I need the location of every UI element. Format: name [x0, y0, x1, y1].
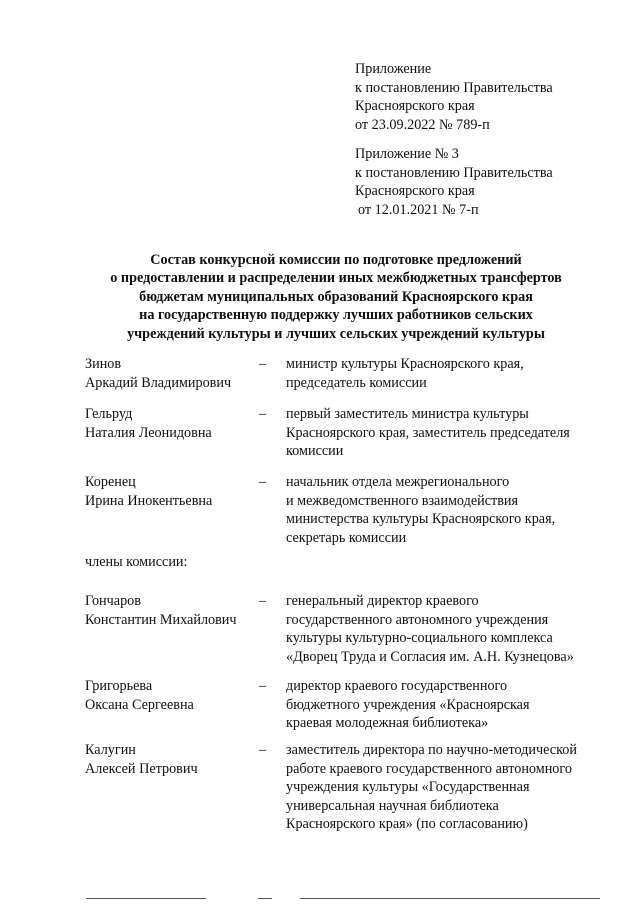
member-given-names: Ирина Инокентьевна: [85, 492, 213, 509]
scan-mark: [300, 898, 600, 899]
annex-line: Приложение: [355, 61, 432, 77]
member-name: [85, 741, 260, 778]
title-line: о предоставлении и распределении иных межбюджетных трансфертов: [110, 270, 562, 287]
role-line: и межведомственного взаимодействия: [286, 492, 519, 509]
dash-separator: –: [259, 356, 267, 372]
role-line: комиссии: [286, 443, 344, 460]
annex-line: к постановлению Правительства: [355, 164, 553, 181]
annex-header-current: [355, 60, 553, 134]
scan-mark: [86, 898, 206, 899]
member-role: [286, 473, 616, 547]
role-line: министр культуры Красноярского края,: [286, 356, 524, 372]
document-title: [60, 251, 612, 343]
title-line: учреждений культуры и лучших сельских учреждений культуры: [127, 325, 545, 342]
role-line: «Дворец Труда и Согласия им. А.Н. Кузнецова»: [286, 648, 574, 665]
title-line: Состав конкурсной комиссии по подготовке предложений: [150, 252, 522, 268]
member-role: [286, 677, 616, 733]
title-line: на государственную поддержку лучших работников сельских: [139, 307, 533, 324]
scan-mark: [258, 898, 272, 899]
member-given-names: Константин Михайлович: [85, 611, 237, 628]
member-name: [85, 355, 260, 392]
member-surname: Григорьева: [85, 678, 153, 694]
role-line: культуры культурно-социального комплекса: [286, 630, 553, 647]
annex-line: Приложение № 3: [355, 146, 459, 162]
role-line: Красноярского края, заместитель председателя: [286, 424, 570, 441]
dash-separator: –: [259, 593, 267, 609]
dash-separator: –: [259, 474, 267, 490]
role-line: министерства культуры Красноярского края,: [286, 511, 556, 528]
dash-separator: –: [259, 406, 267, 422]
annex-line: Красноярского края: [355, 183, 475, 200]
member-surname: Калугин: [85, 742, 136, 758]
annex-line: к постановлению Правительства: [355, 79, 553, 96]
dash-separator: –: [259, 742, 267, 758]
role-line: генеральный директор краевого: [286, 593, 479, 609]
role-line: работе краевого государственного автономного: [286, 760, 572, 777]
member-surname: Зинов: [85, 356, 122, 372]
dash-separator: –: [259, 678, 267, 694]
member-surname: Гельруд: [85, 406, 133, 422]
member-surname: Гончаров: [85, 593, 141, 609]
title-line: бюджетам муниципальных образований Красноярского края: [139, 288, 533, 305]
member-given-names: Алексей Петрович: [85, 760, 198, 777]
annex-line: от 23.09.2022 № 789-п: [355, 116, 490, 133]
role-line: начальник отдела межрегионального: [286, 474, 510, 490]
role-line: государственного автономного учреждения: [286, 611, 549, 628]
role-line: Красноярского края» (по согласованию): [286, 816, 528, 833]
annex-line: от 12.01.2021 № 7-п: [358, 201, 479, 218]
role-line: заместитель директора по научно-методической: [286, 742, 577, 758]
member-role: [286, 741, 616, 834]
member-name: [85, 473, 260, 510]
member-given-names: Наталия Леонидовна: [85, 424, 212, 441]
member-role: [286, 405, 616, 461]
role-line: учреждения культуры «Государственная: [286, 779, 530, 796]
member-role: [286, 592, 616, 666]
role-line: краевая молодежная библиотека»: [286, 715, 489, 732]
annex-header-original: [355, 145, 553, 219]
member-name: [85, 592, 260, 629]
member-role: [286, 355, 616, 392]
member-name: [85, 677, 260, 714]
member-given-names: Оксана Сергеевна: [85, 696, 194, 713]
member-surname: Коренец: [85, 474, 136, 490]
role-line: универсальная научная библиотека: [286, 797, 499, 814]
member-name: [85, 405, 260, 442]
members-heading: члены комиссии:: [85, 554, 188, 570]
annex-line: Красноярского края: [355, 98, 475, 115]
role-line: первый заместитель министра культуры: [286, 406, 529, 422]
role-line: секретарь комиссии: [286, 529, 407, 546]
role-line: директор краевого государственного: [286, 678, 508, 694]
role-line: председатель комиссии: [286, 374, 427, 391]
role-line: бюджетного учреждения «Красноярская: [286, 696, 530, 713]
member-given-names: Аркадий Владимирович: [85, 374, 232, 391]
